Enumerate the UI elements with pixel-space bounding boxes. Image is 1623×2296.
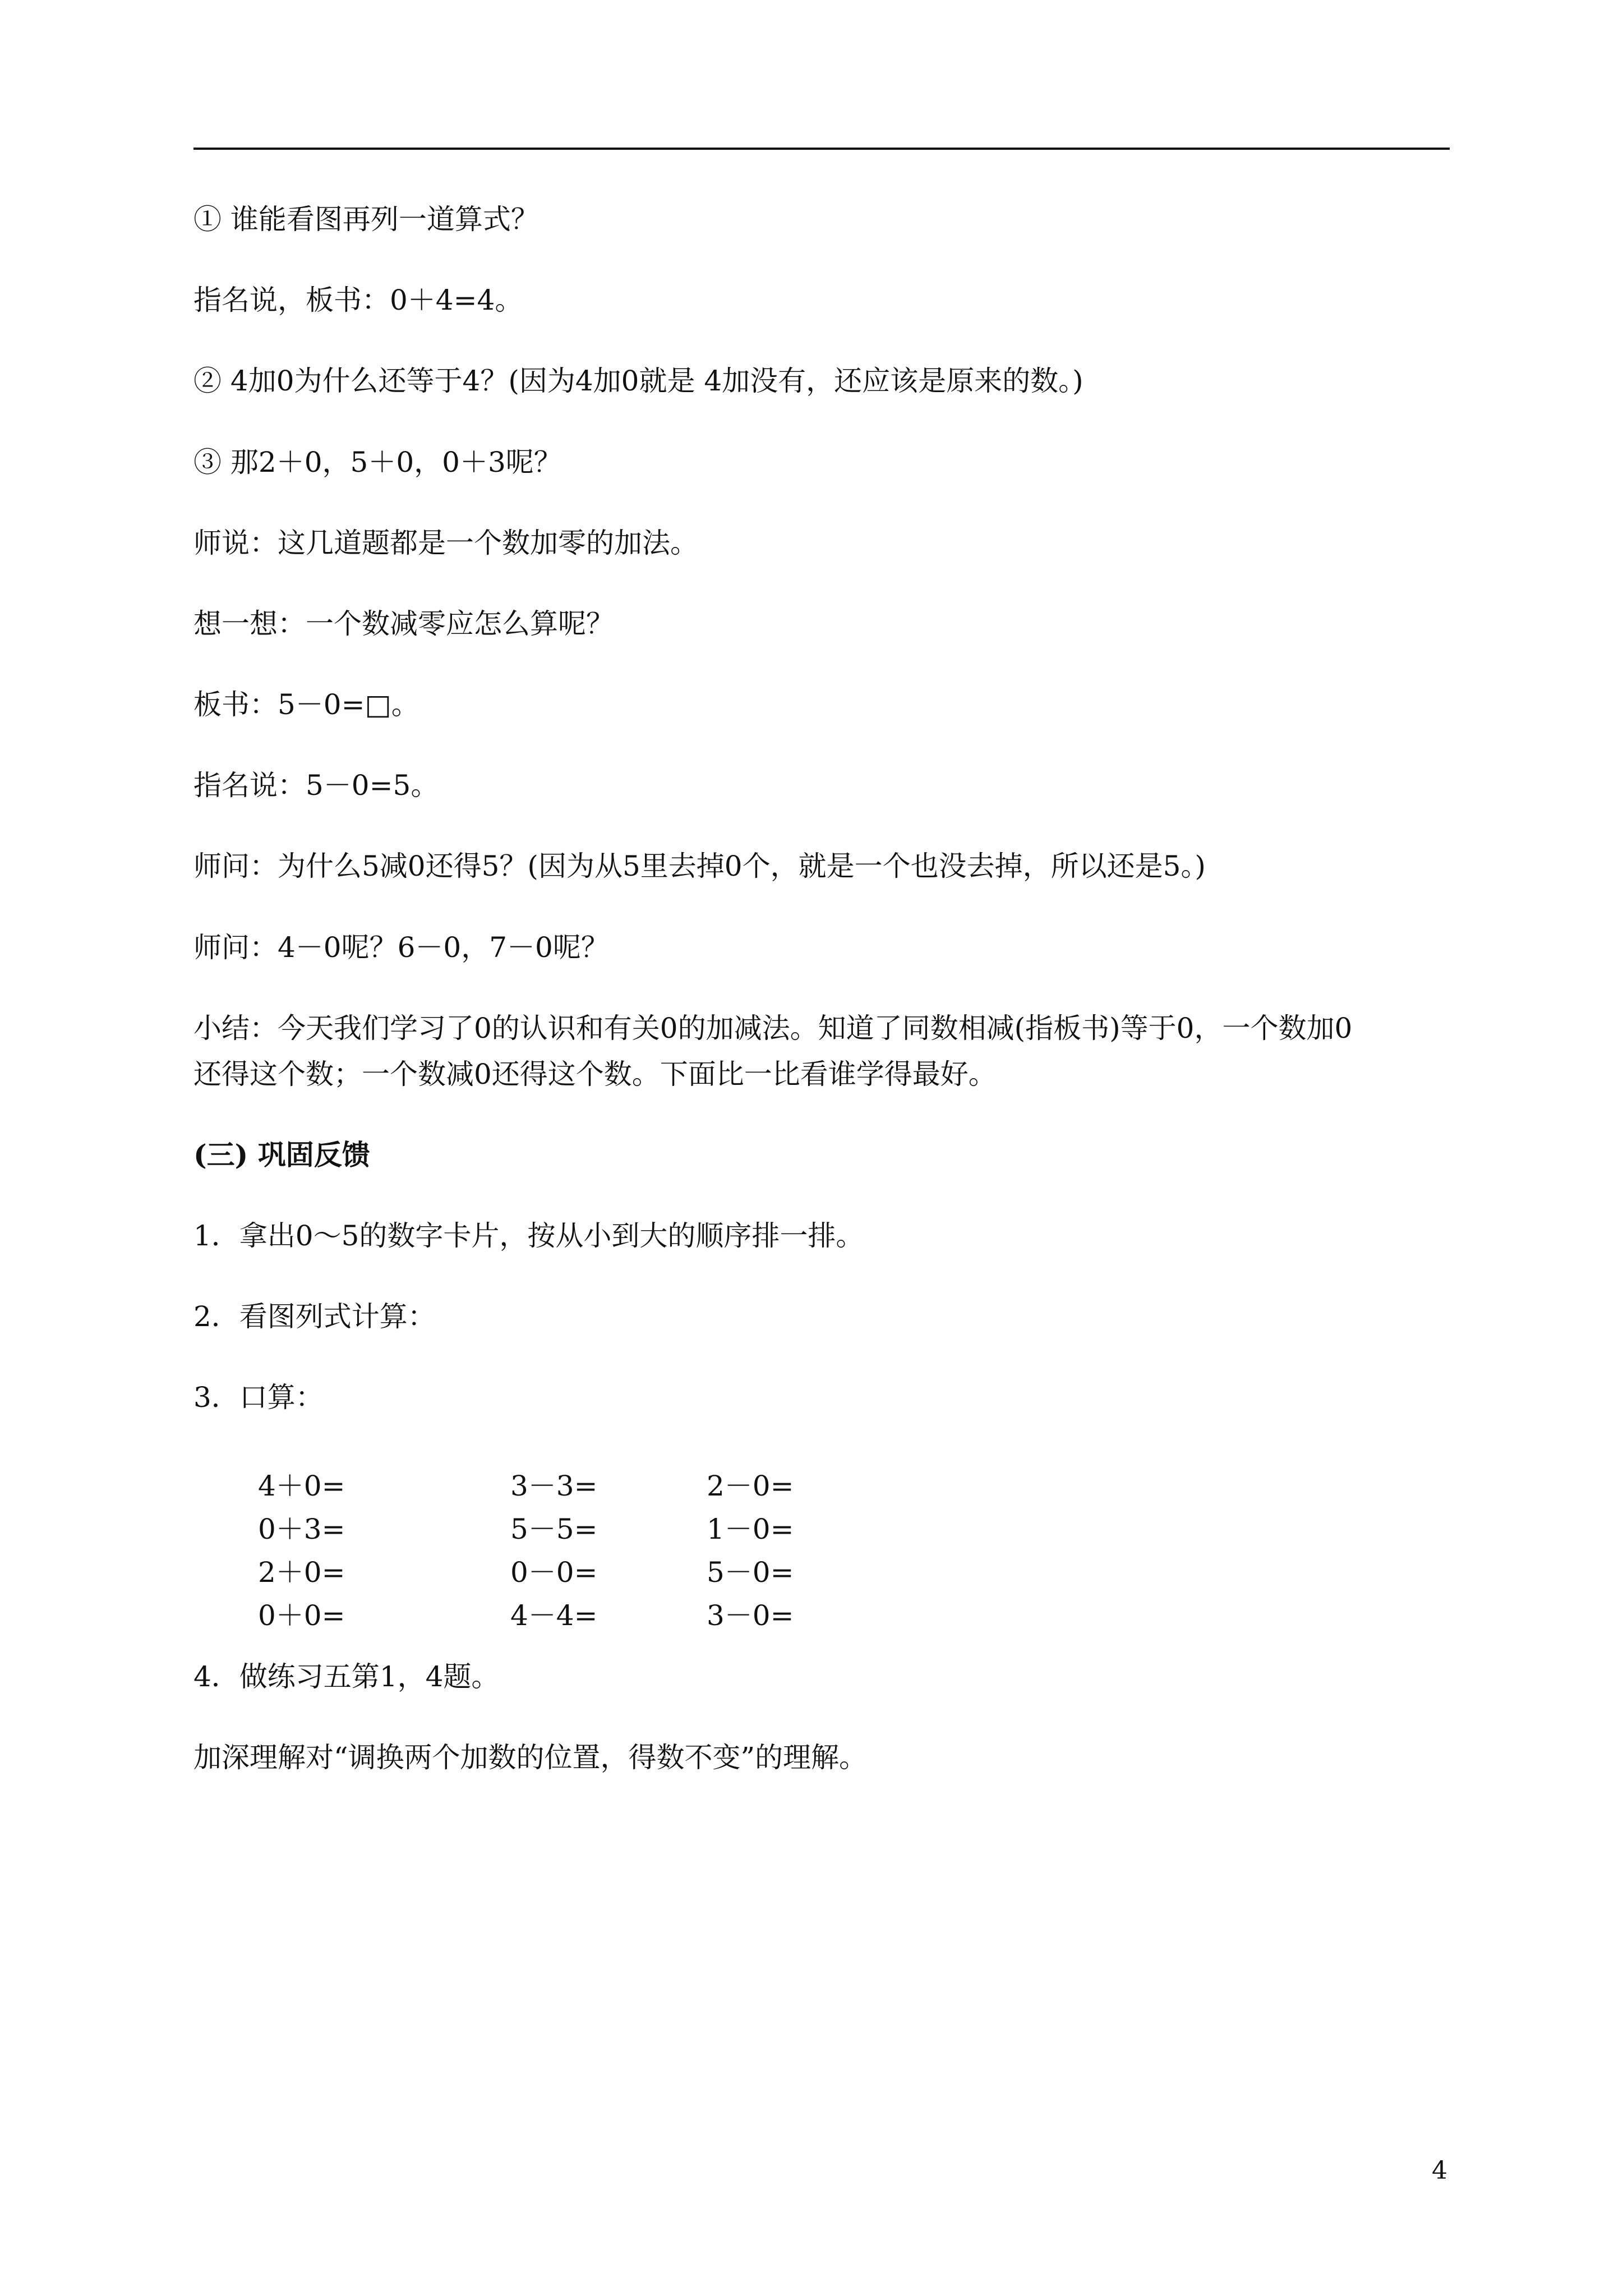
- paragraph-2: 指名说，板书：0＋4=4。: [193, 284, 523, 316]
- oral-calc-cell: 2＋0=: [258, 1556, 345, 1589]
- exercise-1: 1．拿出0～5的数字卡片，按从小到大的顺序排一排。: [193, 1220, 864, 1252]
- paragraph-5: 师说：这几道题都是一个数加零的加法。: [193, 527, 698, 559]
- oral-calc-cell: 1－0=: [707, 1512, 794, 1545]
- header-rule: [193, 148, 1450, 150]
- oral-calc-cell: 5－5=: [510, 1512, 598, 1545]
- summary-line-2: 还得这个数；一个数减0还得这个数。下面比一比看谁学得最好。: [193, 1058, 997, 1091]
- oral-calc-cell: 2－0=: [707, 1469, 794, 1502]
- paragraph-3: ② 4加0为什么还等于4？(因为4加0就是 4加没有，还应该是原来的数。): [193, 365, 1083, 397]
- page-number: 4: [1432, 2156, 1447, 2185]
- paragraph-6: 想一想：一个数减零应怎么算呢？: [193, 608, 614, 640]
- oral-calc-cell: 3－0=: [707, 1599, 794, 1632]
- oral-calc-cell: 3－3=: [510, 1469, 598, 1502]
- exercise-3: 3．口算：: [193, 1381, 324, 1414]
- exercise-2: 2．看图列式计算：: [193, 1300, 436, 1333]
- paragraph-4: ③ 那2＋0，5＋0，0＋3呢？: [193, 446, 562, 478]
- oral-calc-row: [258, 1462, 875, 1505]
- closing-paragraph: 加深理解对“调换两个加数的位置，得数不变”的理解。: [193, 1741, 868, 1774]
- oral-calc-cell: 0－0=: [510, 1556, 598, 1589]
- exercise-4: 4．做练习五第1，4题。: [193, 1660, 500, 1693]
- oral-calc-table: [258, 1462, 875, 1635]
- oral-calc-cell: 5－0=: [707, 1556, 794, 1589]
- oral-calc-cell: 0＋3=: [258, 1512, 345, 1545]
- section-heading: (三) 巩固反馈: [193, 1138, 370, 1171]
- oral-calc-cell: 0＋0=: [258, 1599, 345, 1632]
- oral-calc-row: [258, 1591, 875, 1635]
- summary-line-1: 小结：今天我们学习了0的认识和有关0的加减法。知道了同数相减(指板书)等于0，一个数加0: [193, 1012, 1353, 1045]
- paragraph-10: 师问：4－0呢？6－0，7－0呢？: [193, 931, 609, 964]
- oral-calc-row: [258, 1505, 875, 1548]
- oral-calc-row: [258, 1548, 875, 1591]
- paragraph-7: 板书：5－0=□。: [193, 688, 419, 721]
- paragraph-8: 指名说：5－0=5。: [193, 769, 439, 802]
- paragraph-1: ① 谁能看图再列一道算式？: [193, 203, 539, 236]
- oral-calc-cell: 4－4=: [510, 1599, 598, 1632]
- oral-calc-cell: 4＋0=: [258, 1469, 345, 1502]
- paragraph-9: 师问：为什么5减0还得5？(因为从5里去掉0个，就是一个也没去掉，所以还是5。): [193, 850, 1206, 882]
